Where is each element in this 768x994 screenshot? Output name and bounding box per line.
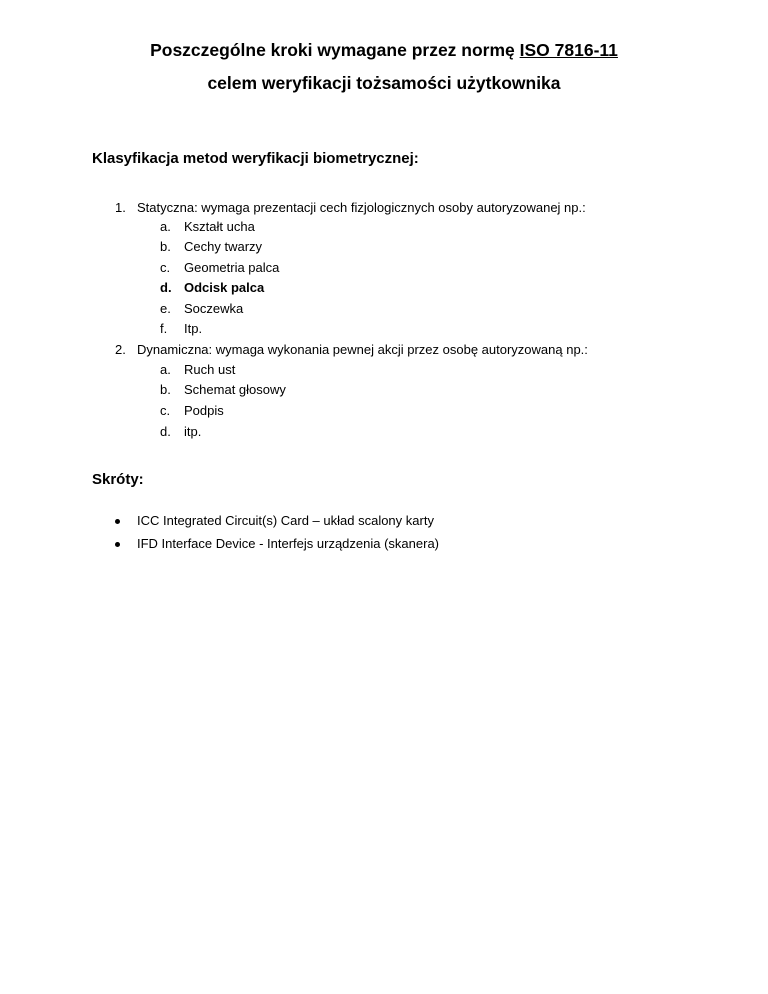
sublist-item-text: Soczewka — [184, 301, 244, 316]
sublist-item-text: itp. — [184, 424, 202, 439]
document-title — [0, 39, 768, 61]
sublist-item-text: Ruch ust — [184, 362, 236, 377]
sublist-item-text: Itp. — [184, 321, 203, 336]
sublist-letter: a. — [160, 219, 171, 234]
list-item-text: Dynamiczna: wymaga wykonania pewnej akcji przez osobę autoryzowaną np.: — [137, 342, 588, 357]
sublist-letter: d. — [160, 280, 172, 295]
bullet-icon — [115, 519, 120, 524]
sublist-letter: c. — [160, 260, 171, 275]
abbreviation-text: ICC Integrated Circuit(s) Card – układ scalony karty — [137, 513, 434, 528]
document-subtitle: celem weryfikacji tożsamości użytkownika — [207, 73, 561, 93]
sublist-item-text: Cechy twarzy — [184, 239, 263, 254]
list-number: 1. — [115, 200, 126, 215]
sublist-item-text: Podpis — [184, 403, 224, 418]
sublist-letter: f. — [160, 321, 168, 336]
iso-standard-link[interactable]: ISO 7816-11 — [519, 40, 618, 60]
sublist-letter: e. — [160, 301, 171, 316]
list-item-text: Statyczna: wymaga prezentacji cech fizjologicznych osoby autoryzowanej np.: — [137, 200, 586, 215]
section-heading-classification: Klasyfikacja metod weryfikacji biometrycznej: — [92, 150, 419, 167]
abbreviation-text: IFD Interface Device - Interfejs urządzenia (skanera) — [137, 536, 440, 551]
sublist-letter: c. — [160, 403, 171, 418]
sublist-item-text: Geometria palca — [184, 260, 280, 275]
sublist-letter: d. — [160, 424, 171, 439]
list-number: 2. — [115, 342, 126, 357]
sublist-item-text: Kształt ucha — [184, 219, 255, 234]
sublist-letter: b. — [160, 239, 171, 254]
title-prefix: Poszczególne kroki wymagane przez normę — [150, 40, 520, 60]
sublist-item-text: Odcisk palca — [184, 280, 265, 295]
section-heading-abbreviations: Skróty: — [92, 471, 144, 488]
sublist-letter: b. — [160, 382, 171, 397]
sublist-item-text: Schemat głosowy — [184, 382, 286, 397]
sublist-letter: a. — [160, 362, 171, 377]
bullet-icon — [115, 542, 120, 547]
